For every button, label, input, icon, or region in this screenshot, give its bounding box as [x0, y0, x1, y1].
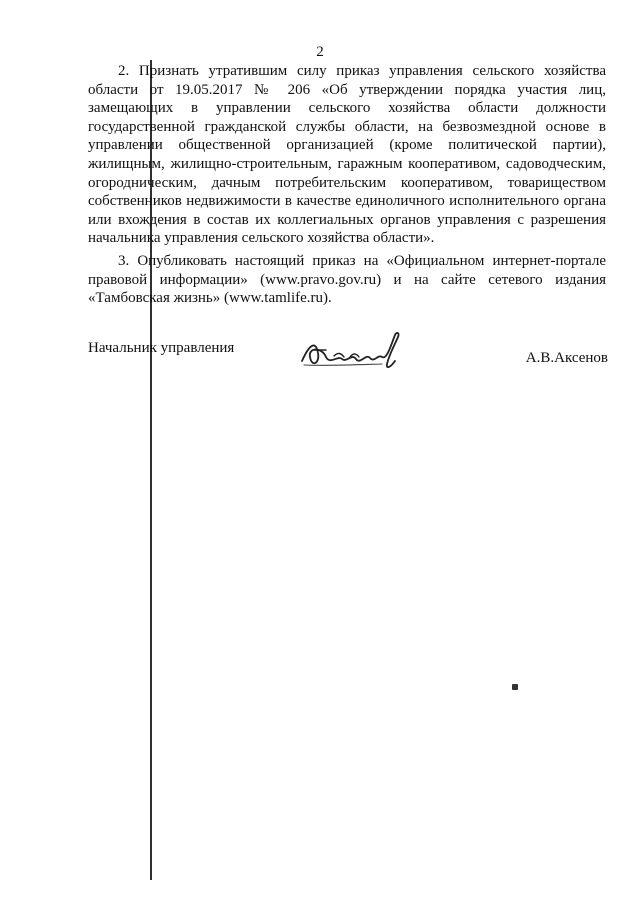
signer-name: А.В.Аксенов [525, 350, 608, 366]
signature-block [88, 338, 608, 388]
paragraph-3: 3. Опубликовать настоящий приказ на «Официальном интернет-портале правовой информации» (www.pravo.gov.ru) и на сайте сетевого издания «Тамбовская жизнь» (www.tamlife.ru). [88, 252, 606, 307]
document-body [88, 62, 606, 312]
paragraph-2: 2. Признать утратившим силу приказ управления сельского хозяйства области от 19.05.2017 № 206 «Об утверждении порядка участия лиц, замещающих в управлении сельского хозяйства области должности государственной гражданской службы области, на безвозмездной основе в управлении общественной организацией (кроме политической партии), жилищным, жилищно-строительным, гаражным кооперативом, садоводческим, огородническим, дачным потребительским кооперативом, товариществом собственников недвижимости в качестве единоличного исполнительного органа или вхождения в состав их коллегиальных органов управления с разрешения начальника управления сельского хозяйства области». [88, 63, 606, 247]
page-number: 2 [316, 44, 324, 60]
signer-title: Начальник управления [88, 340, 235, 356]
handwritten-signature [292, 323, 412, 379]
scan-dot [512, 684, 518, 690]
